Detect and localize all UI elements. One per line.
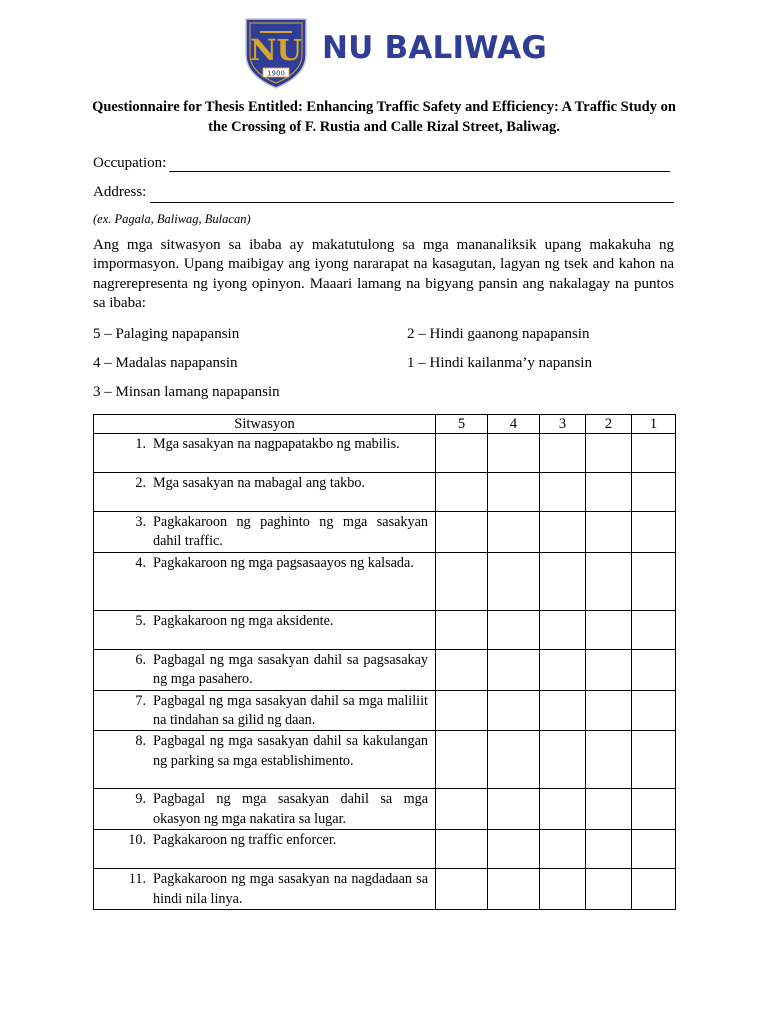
rating-cell-5[interactable] [436,789,488,830]
rating-cell-1[interactable] [632,473,676,512]
rating-cell-4[interactable] [488,473,540,512]
occupation-field [93,155,166,172]
page-title: Questionnaire for Thesis Entitled: Enhancing Traffic Safety and Efficiency: A Traffic Study on the Crossing of F. Rustia and Calle Rizal Street, Baliwag. [92,99,676,135]
rating-cell-1[interactable] [632,552,676,610]
rating-cell-3[interactable] [540,649,586,690]
rating-cell-2[interactable] [586,610,632,649]
column-header-5: 5 [436,415,488,434]
nu-baliwag-logo [238,13,548,89]
column-header-sitwasyon: Sitwasyon [94,415,436,434]
scale-1: 1 – Hindi kailanma’y napansin [407,355,592,371]
rating-cell-4[interactable] [488,649,540,690]
rating-cell-3[interactable] [540,830,586,869]
address-example: (ex. Pagala, Baliwag, Bulacan) [93,212,251,226]
occupation-input[interactable] [169,171,670,172]
table-row [94,610,676,649]
rating-cell-2[interactable] [586,869,632,910]
table-row [94,473,676,512]
item-number: 10. [128,832,146,849]
table-header-row [94,415,676,434]
table-row [94,789,676,830]
rating-cell-4[interactable] [488,830,540,869]
rating-cell-5[interactable] [436,610,488,649]
table-row [94,649,676,690]
item-text: Pagbagal ng mga sasakyan dahil sa pagsasakay ng mga pasahero. [153,651,428,688]
item-number: 4. [135,554,146,571]
rating-cell-3[interactable] [540,434,586,473]
scale-2: 2 – Hindi gaanong napapansin [407,326,590,342]
questionnaire-table [93,414,676,910]
rating-cell-5[interactable] [436,830,488,869]
rating-cell-2[interactable] [586,830,632,869]
seal-letters: NU [250,33,302,67]
rating-cell-4[interactable] [488,789,540,830]
rating-cell-3[interactable] [540,552,586,610]
seal-year: 1900 [267,69,285,78]
item-number: 6. [135,651,146,668]
logo-text: NU BALIWAG [322,30,548,66]
column-header-1: 1 [632,415,676,434]
table-row [94,731,676,789]
rating-cell-4[interactable] [488,731,540,789]
rating-cell-3[interactable] [540,610,586,649]
rating-cell-4[interactable] [488,434,540,473]
rating-cell-1[interactable] [632,649,676,690]
table-row [94,512,676,553]
rating-cell-2[interactable] [586,731,632,789]
occupation-label: Occupation: [93,155,167,171]
item-number: 5. [135,612,146,629]
rating-cell-5[interactable] [436,649,488,690]
rating-cell-5[interactable] [436,473,488,512]
item-text: Pagkakaroon ng paghinto ng mga sasakyan dahil traffic. [153,514,428,550]
rating-cell-5[interactable] [436,552,488,610]
column-header-3: 3 [540,415,586,434]
rating-cell-2[interactable] [586,552,632,610]
rating-cell-1[interactable] [632,731,676,789]
rating-cell-5[interactable] [436,731,488,789]
rating-cell-1[interactable] [632,690,676,731]
instructions-paragraph: Ang mga sitwasyon sa ibaba ay makatutulong sa mga mananaliksik upang makakuha ng impormasyon. Upang maibigay ang iyong nararapat na kasagutan, lagyan ng tsek and kahon na nagrerepresenta ng iyong opinyon. Maaari lamang na bigyang pansin ang nakalagay na puntos sa ibaba: [93,237,674,311]
item-text: Pagkakaroon ng mga pagsasaayos ng kalsada. [153,554,414,571]
address-input[interactable] [150,202,674,203]
nu-seal-icon [238,13,314,89]
rating-cell-1[interactable] [632,512,676,553]
rating-cell-2[interactable] [586,690,632,731]
item-number: 9. [135,791,146,808]
item-text: Pagbagal ng mga sasakyan dahil sa kakulangan ng parking sa mga establishimento. [153,733,428,769]
item-text: Pagbagal ng mga sasakyan dahil sa mga okasyon ng mga nakatira sa lugar. [153,791,428,827]
rating-cell-3[interactable] [540,473,586,512]
item-text: Pagkakaroon ng mga sasakyan na nagdadaan sa hindi nila linya. [153,871,428,907]
rating-cell-3[interactable] [540,690,586,731]
rating-cell-5[interactable] [436,869,488,910]
rating-cell-1[interactable] [632,610,676,649]
rating-cell-1[interactable] [632,830,676,869]
rating-cell-4[interactable] [488,552,540,610]
rating-cell-1[interactable] [632,789,676,830]
column-header-2: 2 [586,415,632,434]
rating-cell-5[interactable] [436,434,488,473]
rating-cell-1[interactable] [632,434,676,473]
rating-cell-2[interactable] [586,789,632,830]
item-text: Mga sasakyan na nagpapatakbo ng mabilis. [153,436,400,452]
table-row [94,830,676,869]
rating-cell-4[interactable] [488,690,540,731]
item-number: 11. [128,871,146,888]
rating-cell-2[interactable] [586,649,632,690]
address-label: Address: [93,184,147,200]
rating-cell-2[interactable] [586,512,632,553]
item-text: Mga sasakyan na mabagal ang takbo. [153,475,365,491]
scale-5: 5 – Palaging napapansin [93,326,240,342]
item-number: 1. [135,436,146,452]
rating-cell-1[interactable] [632,869,676,910]
item-text: Pagkakaroon ng traffic enforcer. [153,832,337,849]
item-number: 8. [135,733,146,750]
rating-cell-2[interactable] [586,473,632,512]
table-row [94,552,676,610]
column-header-4: 4 [488,415,540,434]
rating-cell-3[interactable] [540,789,586,830]
address-field [93,184,146,201]
item-number: 7. [135,692,146,709]
rating-cell-4[interactable] [488,512,540,553]
item-text: Pagkakaroon ng mga aksidente. [153,612,334,629]
rating-cell-5[interactable] [436,690,488,731]
table-row [94,434,676,473]
rating-cell-3[interactable] [540,731,586,789]
item-text: Pagbagal ng mga sasakyan dahil sa mga maliliit na tindahan sa gilid ng daan. [153,692,428,729]
rating-cell-5[interactable] [436,512,488,553]
table-row [94,869,676,910]
rating-cell-2[interactable] [586,434,632,473]
rating-cell-4[interactable] [488,869,540,910]
rating-cell-4[interactable] [488,610,540,649]
table-row [94,690,676,731]
item-number: 2. [135,475,146,491]
scale-3: 3 – Minsan lamang napapansin [93,384,280,400]
scale-4: 4 – Madalas napapansin [93,355,238,371]
rating-cell-3[interactable] [540,869,586,910]
item-number: 3. [135,514,146,530]
rating-cell-3[interactable] [540,512,586,553]
